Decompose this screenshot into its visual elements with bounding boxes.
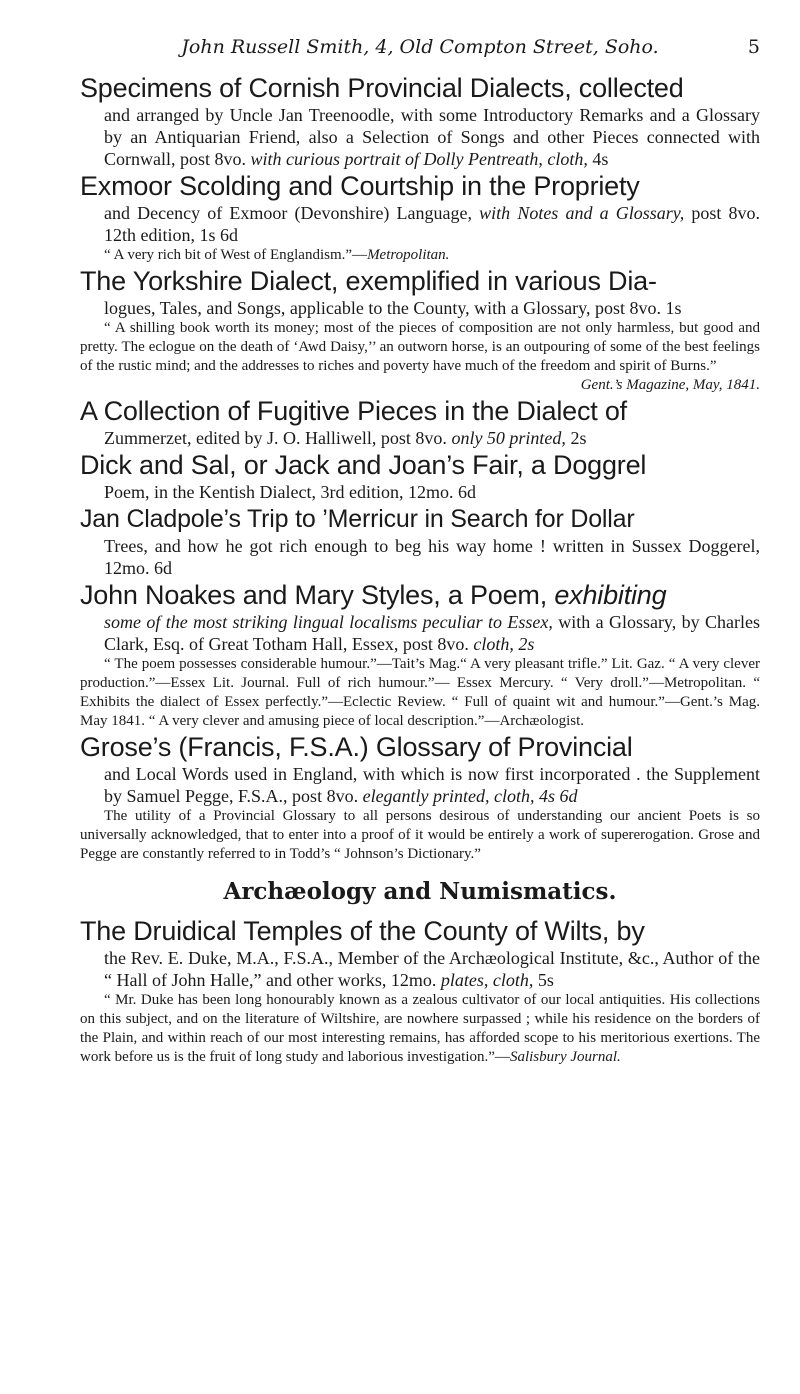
running-title: John Russell Smith, 4, Old Compton Street, Soho. [181,36,659,58]
entry-body: the Rev. E. Duke, M.A., F.S.A., Member of the Archæological Institute, &c., Author of the “ Hall of John Halle,” and other works, 12mo. plates, cloth, 5s [104,948,760,990]
section-heading: Archæology and Numismatics. [223,878,617,905]
entry-title: Grose’s (Francis, F.S.A.) Glossary of Provincial [80,732,633,762]
entry-title: The Yorkshire Dialect, exemplified in various Dia- [80,266,657,296]
entry-body: and Decency of Exmoor (Devonshire) Language, with Notes and a Glossary, post 8vo. 12th edition, 1s 6d [104,203,761,245]
entry-title: A Collection of Fugitive Pieces in the Dialect of [80,396,627,426]
entry-body: Trees, and how he got rich enough to beg his way home ! written in Sussex Doggerel, 12mo. 6d [104,536,760,578]
entry-title: Specimens of Cornish Provincial Dialects, collected [80,73,684,103]
entry-review: The utility of a Provincial Glossary to all persons desirous of understanding our ancient Poets is so universally acknowledged, that to enter into a proof of it would be entirely a work of supererogation. Grose and Pegge are constantly referred to in Todd’s “ Johnson’s Dictionary.” [80,808,760,862]
entry-review: “ A very rich bit of West of Englandism.”—Metropolitan. [104,247,450,263]
entry-review-source: Gent.’s Magazine, May, 1841. [580,377,760,393]
entry-druidical-temples [80,915,760,1067]
entry-exmoor [80,170,760,265]
catalogue-page [80,36,760,1067]
entry-body: logues, Tales, and Songs, applicable to the County, with a Glossary, post 8vo. 1s [104,298,682,318]
entry-yorkshire [80,265,760,395]
entry-jan-cladpole [80,503,760,579]
entry-body: Poem, in the Kentish Dialect, 3rd edition, 12mo. 6d [104,482,476,502]
entry-title: Dick and Sal, or Jack and Joan’s Fair, a Doggrel [80,450,647,480]
entry-zummerzet [80,395,760,449]
entry-title: Exmoor Scolding and Courtship in the Propriety [80,171,640,201]
entry-grose [80,731,760,864]
entry-body: Zummerzet, edited by J. O. Halliwell, post 8vo. only 50 printed, 2s [104,428,587,448]
entry-john-noakes [80,579,760,731]
entry-dick-and-sal [80,449,760,503]
entry-review: “ The poem possesses considerable humour.”—Tait’s Mag.“ A very pleasant trifle.” Lit. Gaz. “ A very clever production.”—Essex Lit. Journal. Full of rich humour.”— Essex Mercury. “ Very droll.”—Metropolitan. “ Exhibits the dialect of Essex perfectly.”—Eclectic Review. “ Full of quaint wit and humour.”—Gent.’s Mag. May 1841. “ A very clever and amusing piece of local description.”—Archæologist. [80,656,760,729]
entry-review: “ Mr. Duke has been long honourably known as a zealous cultivator of our local antiquities. His collections on this subject, and on the literature of Wiltshire, are nowhere surpassed ; while his residence on the borders of the Plain, and within reach of our most interesting remains, has afforded scope to his meritorious exertions. The work before us is the fruit of long study and laborious investigation.”—Salisbury Journal. [80,992,760,1065]
entry-body: some of the most striking lingual localisms peculiar to Essex, with a Glossary, by Charles Clark, Esq. of Great Totham Hall, Essex, post 8vo. cloth, 2s [104,612,760,654]
entry-review: “ A shilling book worth its money; most of the pieces of composition are not only harmless, but good and pretty. The eclogue on the death of ‘Awd Daisy,’’ an outworn horse, is an outpouring of some of the best feelings of the rustic mind; and the addresses to riches and poverty have much of the freedom and spirit of Burns.” [80,320,760,374]
entry-title: John Noakes and Mary Styles, a Poem, exhibiting [80,580,667,610]
entry-title: The Druidical Temples of the County of Wilts, by [80,916,645,946]
running-header [80,36,760,72]
entry-body: and arranged by Uncle Jan Treenoodle, with some Introductory Remarks and a Glossary by an Antiquarian Friend, also a Selection of Songs and other Pieces connected with Cornwall, post 8vo. with curious portrait of Dolly Pentreath, cloth, 4s [104,105,760,169]
entry-body: and Local Words used in England, with which is now first incorporated . the Supplement by Samuel Pegge, F.S.A., post 8vo. elegantly printed, cloth, 4s 6d [104,764,760,806]
page-number: 5 [747,36,760,58]
entry-cornish [80,72,760,170]
entry-title: Jan Cladpole’s Trip to ’Merricur in Search for Dollar [80,505,635,533]
